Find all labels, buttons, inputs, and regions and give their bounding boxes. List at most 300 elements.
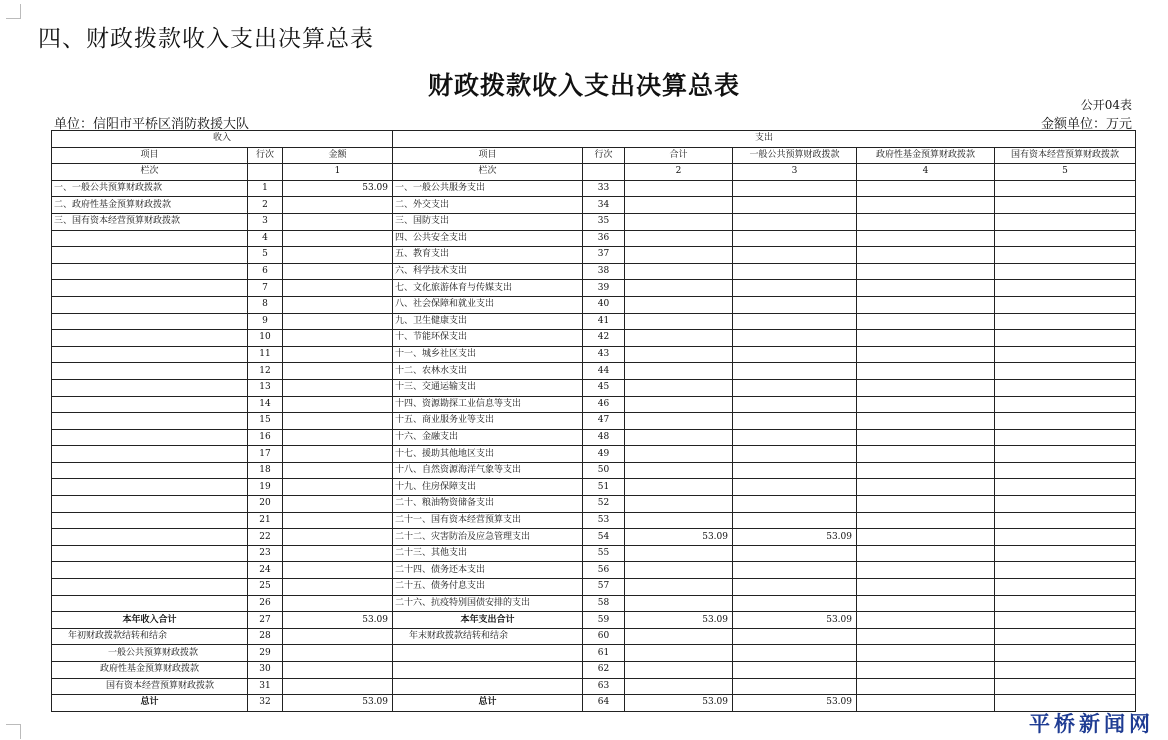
income-item: [52, 230, 248, 247]
col-header-income-item: 项目: [52, 147, 248, 164]
expense-item: 七、文化旅游体育与传媒支出: [393, 280, 583, 297]
document-title: 财政拨款收入支出决算总表: [427, 71, 740, 100]
expense-fund: [857, 263, 995, 280]
income-amount: [283, 379, 393, 396]
expense-item: 二十三、其他支出: [393, 545, 583, 562]
expense-general: [733, 396, 857, 413]
expense-total: [625, 413, 733, 430]
expense-total: [625, 446, 733, 463]
expense-general: [733, 479, 857, 496]
col-number-2: 2: [625, 164, 733, 181]
income-item: [52, 263, 248, 280]
income-item: [52, 280, 248, 297]
year-expense-total-amount: 53.09: [625, 612, 733, 629]
table-row: [52, 595, 1136, 612]
income-amount: [283, 230, 393, 247]
expense-item: 四、公共安全支出: [393, 230, 583, 247]
expense-total: [625, 545, 733, 562]
expense-state: [995, 296, 1136, 313]
expense-general: [733, 413, 857, 430]
expense-fund: [857, 413, 995, 430]
expense-fund: [857, 595, 995, 612]
expense-state: [995, 562, 1136, 579]
expense-fund: [857, 346, 995, 363]
income-amount: [283, 562, 393, 579]
income-amount: [283, 197, 393, 214]
expense-item: 二十一、国有资本经营预算支出: [393, 512, 583, 529]
empty-cell: [393, 645, 583, 662]
income-row-number: 18: [248, 462, 283, 479]
reporting-unit: 单位：信阳市平桥区消防救援大队: [54, 117, 250, 132]
table-row: [52, 346, 1136, 363]
table-row: [52, 296, 1136, 313]
row-number: 27: [248, 612, 283, 629]
expense-state: [995, 545, 1136, 562]
expense-general: [733, 496, 857, 513]
table-row: [52, 379, 1136, 396]
expense-item: 十九、住房保障支出: [393, 479, 583, 496]
expense-general: [733, 247, 857, 264]
expense-state: [995, 446, 1136, 463]
income-row-number: 12: [248, 363, 283, 380]
expense-row-number: 35: [583, 213, 625, 230]
expense-fund: [857, 545, 995, 562]
expense-row-number: 56: [583, 562, 625, 579]
crop-mark-top-left: [6, 4, 21, 19]
income-amount: [283, 363, 393, 380]
row-number: 30: [248, 662, 283, 679]
expense-state: [995, 263, 1136, 280]
carryover-state-row: [52, 678, 1136, 695]
income-item: [52, 562, 248, 579]
expense-general: [733, 280, 857, 297]
expense-general: [733, 263, 857, 280]
form-number: 公开04表: [1080, 98, 1132, 112]
expense-fund: [857, 446, 995, 463]
expense-item: 十六、金融支出: [393, 429, 583, 446]
row-number: 62: [583, 662, 625, 679]
empty-cell: [995, 662, 1136, 679]
table-row: [52, 280, 1136, 297]
expense-row-number: 45: [583, 379, 625, 396]
empty-cell: [857, 645, 995, 662]
expense-general: 53.09: [733, 529, 857, 546]
expense-general: [733, 330, 857, 347]
income-item: [52, 296, 248, 313]
row-number: 61: [583, 645, 625, 662]
carryover-fund-row: [52, 662, 1136, 679]
row-number: 28: [248, 628, 283, 645]
income-row-number: 22: [248, 529, 283, 546]
empty-cell: [283, 645, 393, 662]
expense-fund: [857, 180, 995, 197]
section-heading: 四、财政拨款收入支出决算总表: [38, 26, 374, 52]
expense-general: [733, 562, 857, 579]
income-amount: [283, 396, 393, 413]
income-item: 三、国有资本经营预算财政拨款: [52, 213, 248, 230]
row-number: 60: [583, 628, 625, 645]
table-row: [52, 197, 1136, 214]
empty-cell: [995, 612, 1136, 629]
expense-state: [995, 462, 1136, 479]
expense-total: [625, 180, 733, 197]
income-row-number: 13: [248, 379, 283, 396]
income-row-number: 8: [248, 296, 283, 313]
table-row: [52, 579, 1136, 596]
expense-total: [625, 230, 733, 247]
table-row: [52, 313, 1136, 330]
expense-state: [995, 313, 1136, 330]
crop-mark-bottom-left: [6, 724, 21, 739]
table-row: [52, 545, 1136, 562]
expense-state: [995, 180, 1136, 197]
income-amount: [283, 579, 393, 596]
income-amount: [283, 280, 393, 297]
income-item: 二、政府性基金预算财政拨款: [52, 197, 248, 214]
col-number-3: 3: [733, 164, 857, 181]
expense-item: 十一、城乡社区支出: [393, 346, 583, 363]
table-row: [52, 330, 1136, 347]
expense-row-number: 46: [583, 396, 625, 413]
table-row: [52, 230, 1136, 247]
expense-state: [995, 413, 1136, 430]
expense-state: [995, 363, 1136, 380]
income-amount: [283, 529, 393, 546]
grand-total-row: [52, 695, 1136, 712]
income-row-number: 3: [248, 213, 283, 230]
income-item: [52, 462, 248, 479]
expense-row-number: 51: [583, 479, 625, 496]
year-expense-general-amount: 53.09: [733, 612, 857, 629]
expense-fund: [857, 280, 995, 297]
empty-cell: [995, 678, 1136, 695]
income-item: [52, 479, 248, 496]
expense-state: [995, 429, 1136, 446]
table-row: [52, 512, 1136, 529]
table-row: [52, 529, 1136, 546]
expense-general: [733, 213, 857, 230]
income-item: [52, 379, 248, 396]
income-item: [52, 579, 248, 596]
table-row: [52, 446, 1136, 463]
expense-general: [733, 446, 857, 463]
expense-row-number: 55: [583, 545, 625, 562]
income-row-number: 26: [248, 595, 283, 612]
beginning-carryover-label: 年初财政拨款结转和结余: [52, 628, 248, 645]
expense-total: [625, 313, 733, 330]
col-header-total: 合计: [625, 147, 733, 164]
expense-row-number: 41: [583, 313, 625, 330]
expense-state: [995, 595, 1136, 612]
expense-total: [625, 479, 733, 496]
income-item: 一、一般公共预算财政拨款: [52, 180, 248, 197]
expense-total: [625, 296, 733, 313]
expense-row-number: 48: [583, 429, 625, 446]
expense-fund: [857, 363, 995, 380]
expense-state: [995, 197, 1136, 214]
carryover-general-label: 一般公共预算财政拨款: [52, 645, 248, 662]
income-amount: [283, 413, 393, 430]
expense-state: [995, 280, 1136, 297]
empty-cell: [857, 695, 995, 712]
grand-income-total-label: 总计: [52, 695, 248, 712]
income-amount: [283, 313, 393, 330]
expense-item: 二、外交支出: [393, 197, 583, 214]
income-item: [52, 446, 248, 463]
expense-total: [625, 247, 733, 264]
expense-state: [995, 529, 1136, 546]
expense-state: [995, 512, 1136, 529]
expense-total: [625, 429, 733, 446]
expense-fund: [857, 230, 995, 247]
expense-item: 九、卫生健康支出: [393, 313, 583, 330]
expense-total: [625, 595, 733, 612]
income-row-number: 11: [248, 346, 283, 363]
income-row-number: 25: [248, 579, 283, 596]
expense-item: 二十四、债务还本支出: [393, 562, 583, 579]
expense-total: [625, 280, 733, 297]
expense-item: 十七、援助其他地区支出: [393, 446, 583, 463]
expense-fund: [857, 197, 995, 214]
expense-general: [733, 429, 857, 446]
income-item: [52, 595, 248, 612]
income-amount: [283, 429, 393, 446]
col-header-expense-item: 项目: [393, 147, 583, 164]
expense-state: [995, 379, 1136, 396]
expense-row-number: 53: [583, 512, 625, 529]
table-row: [52, 562, 1136, 579]
expense-total: [625, 512, 733, 529]
expense-fund: [857, 330, 995, 347]
income-amount: [283, 247, 393, 264]
grand-expense-general-amount: 53.09: [733, 695, 857, 712]
income-amount: [283, 545, 393, 562]
expense-row-number: 34: [583, 197, 625, 214]
income-row-number: 1: [248, 180, 283, 197]
expense-fund: [857, 562, 995, 579]
income-row-number: 24: [248, 562, 283, 579]
expense-row-number: 37: [583, 247, 625, 264]
income-row-number: 20: [248, 496, 283, 513]
income-amount: [283, 446, 393, 463]
income-row-number: 7: [248, 280, 283, 297]
empty-cell: [857, 628, 995, 645]
expense-row-number: 38: [583, 263, 625, 280]
income-item: [52, 330, 248, 347]
empty-cell: [733, 628, 857, 645]
col-number-5: 5: [995, 164, 1136, 181]
col-header-fund: 政府性基金预算财政拨款: [857, 147, 995, 164]
expense-item: 二十、粮油物资储备支出: [393, 496, 583, 513]
income-item: [52, 429, 248, 446]
row-number: 64: [583, 695, 625, 712]
col-label-expense: 栏次: [393, 164, 583, 181]
income-row-number: 6: [248, 263, 283, 280]
grand-income-total-amount: 53.09: [283, 695, 393, 712]
year-total-row: [52, 612, 1136, 629]
year-expense-total-label: 本年支出合计: [393, 612, 583, 629]
income-amount: 53.09: [283, 180, 393, 197]
expense-row-number: 33: [583, 180, 625, 197]
expense-item: 十、节能环保支出: [393, 330, 583, 347]
expense-fund: [857, 579, 995, 596]
empty-cell: [995, 628, 1136, 645]
expense-general: [733, 197, 857, 214]
expense-item: 三、国防支出: [393, 213, 583, 230]
expense-state: [995, 346, 1136, 363]
income-row-number: 23: [248, 545, 283, 562]
expense-general: [733, 363, 857, 380]
expense-item: 二十五、债务付息支出: [393, 579, 583, 596]
income-amount: [283, 346, 393, 363]
income-item: [52, 496, 248, 513]
expense-row-number: 44: [583, 363, 625, 380]
grand-expense-total-label: 总计: [393, 695, 583, 712]
carryover-general-row: [52, 645, 1136, 662]
header-row-sections: [52, 131, 1136, 148]
empty-cell: [583, 164, 625, 181]
table-row: [52, 247, 1136, 264]
income-item: [52, 346, 248, 363]
col-number-4: 4: [857, 164, 995, 181]
carryover-fund-label: 政府性基金预算财政拨款: [52, 662, 248, 679]
col-header-state: 国有资本经营预算财政拨款: [995, 147, 1136, 164]
header-row-column-numbers: [52, 164, 1136, 181]
table-row: [52, 429, 1136, 446]
empty-cell: [857, 678, 995, 695]
expense-total: [625, 363, 733, 380]
expense-total: [625, 462, 733, 479]
expense-total: [625, 330, 733, 347]
expense-state: [995, 396, 1136, 413]
income-row-number: 15: [248, 413, 283, 430]
row-number: 29: [248, 645, 283, 662]
income-item: [52, 512, 248, 529]
budget-table: [51, 130, 1136, 712]
income-row-number: 21: [248, 512, 283, 529]
grand-expense-total-amount: 53.09: [625, 695, 733, 712]
expense-general: [733, 346, 857, 363]
header-row-columns: [52, 147, 1136, 164]
expense-fund: [857, 247, 995, 264]
empty-cell: [625, 678, 733, 695]
expense-fund: [857, 512, 995, 529]
expense-state: [995, 213, 1136, 230]
empty-cell: [625, 645, 733, 662]
table-row: [52, 413, 1136, 430]
empty-cell: [393, 662, 583, 679]
expense-general: [733, 545, 857, 562]
expense-state: [995, 579, 1136, 596]
table-row: [52, 479, 1136, 496]
empty-cell: [283, 662, 393, 679]
table-row: [52, 462, 1136, 479]
expense-general: [733, 512, 857, 529]
expense-row-number: 58: [583, 595, 625, 612]
empty-cell: [995, 645, 1136, 662]
expense-fund: [857, 396, 995, 413]
expense-header: 支出: [393, 131, 1136, 148]
empty-cell: [283, 628, 393, 645]
income-row-number: 17: [248, 446, 283, 463]
expense-fund: [857, 529, 995, 546]
col-header-expense-row: 行次: [583, 147, 625, 164]
table-row: [52, 396, 1136, 413]
empty-cell: [733, 645, 857, 662]
expense-item: 十四、资源勘探工业信息等支出: [393, 396, 583, 413]
income-item: [52, 313, 248, 330]
expense-row-number: 52: [583, 496, 625, 513]
empty-cell: [393, 678, 583, 695]
table-row: [52, 180, 1136, 197]
expense-total: [625, 213, 733, 230]
row-number: 59: [583, 612, 625, 629]
expense-item: 十二、农林水支出: [393, 363, 583, 380]
income-amount: [283, 479, 393, 496]
col-label-income: 栏次: [52, 164, 248, 181]
col-header-amount: 金额: [283, 147, 393, 164]
income-row-number: 19: [248, 479, 283, 496]
income-amount: [283, 595, 393, 612]
expense-item: 五、教育支出: [393, 247, 583, 264]
expense-fund: [857, 462, 995, 479]
expense-fund: [857, 496, 995, 513]
income-item: [52, 396, 248, 413]
expense-item: 二十二、灾害防治及应急管理支出: [393, 529, 583, 546]
income-amount: [283, 462, 393, 479]
expense-general: [733, 296, 857, 313]
expense-fund: [857, 379, 995, 396]
col-header-general: 一般公共预算财政拨款: [733, 147, 857, 164]
expense-state: [995, 496, 1136, 513]
expense-state: [995, 247, 1136, 264]
income-amount: [283, 296, 393, 313]
expense-row-number: 39: [583, 280, 625, 297]
income-amount: [283, 496, 393, 513]
carryover-state-label: 国有资本经营预算财政拨款: [52, 678, 248, 695]
expense-item: 十八、自然资源海洋气象等支出: [393, 462, 583, 479]
income-row-number: 14: [248, 396, 283, 413]
carryover-row: [52, 628, 1136, 645]
income-row-number: 16: [248, 429, 283, 446]
expense-total: [625, 579, 733, 596]
expense-row-number: 42: [583, 330, 625, 347]
income-item: [52, 363, 248, 380]
table-row: [52, 213, 1136, 230]
income-item: [52, 247, 248, 264]
income-row-number: 4: [248, 230, 283, 247]
expense-fund: [857, 296, 995, 313]
empty-cell: [857, 662, 995, 679]
currency-unit: 金额单位：万元: [1040, 117, 1132, 132]
expense-total: [625, 562, 733, 579]
expense-total: [625, 197, 733, 214]
expense-total: [625, 263, 733, 280]
expense-item: 六、科学技术支出: [393, 263, 583, 280]
expense-row-number: 50: [583, 462, 625, 479]
watermark-logo: 平桥新闻网: [1029, 712, 1154, 736]
income-item: [52, 545, 248, 562]
expense-row-number: 47: [583, 413, 625, 430]
expense-item: 二十六、抗疫特别国债安排的支出: [393, 595, 583, 612]
col-header-income-row: 行次: [248, 147, 283, 164]
expense-row-number: 54: [583, 529, 625, 546]
expense-general: [733, 313, 857, 330]
expense-state: [995, 230, 1136, 247]
row-number: 32: [248, 695, 283, 712]
income-amount: [283, 213, 393, 230]
expense-state: [995, 330, 1136, 347]
